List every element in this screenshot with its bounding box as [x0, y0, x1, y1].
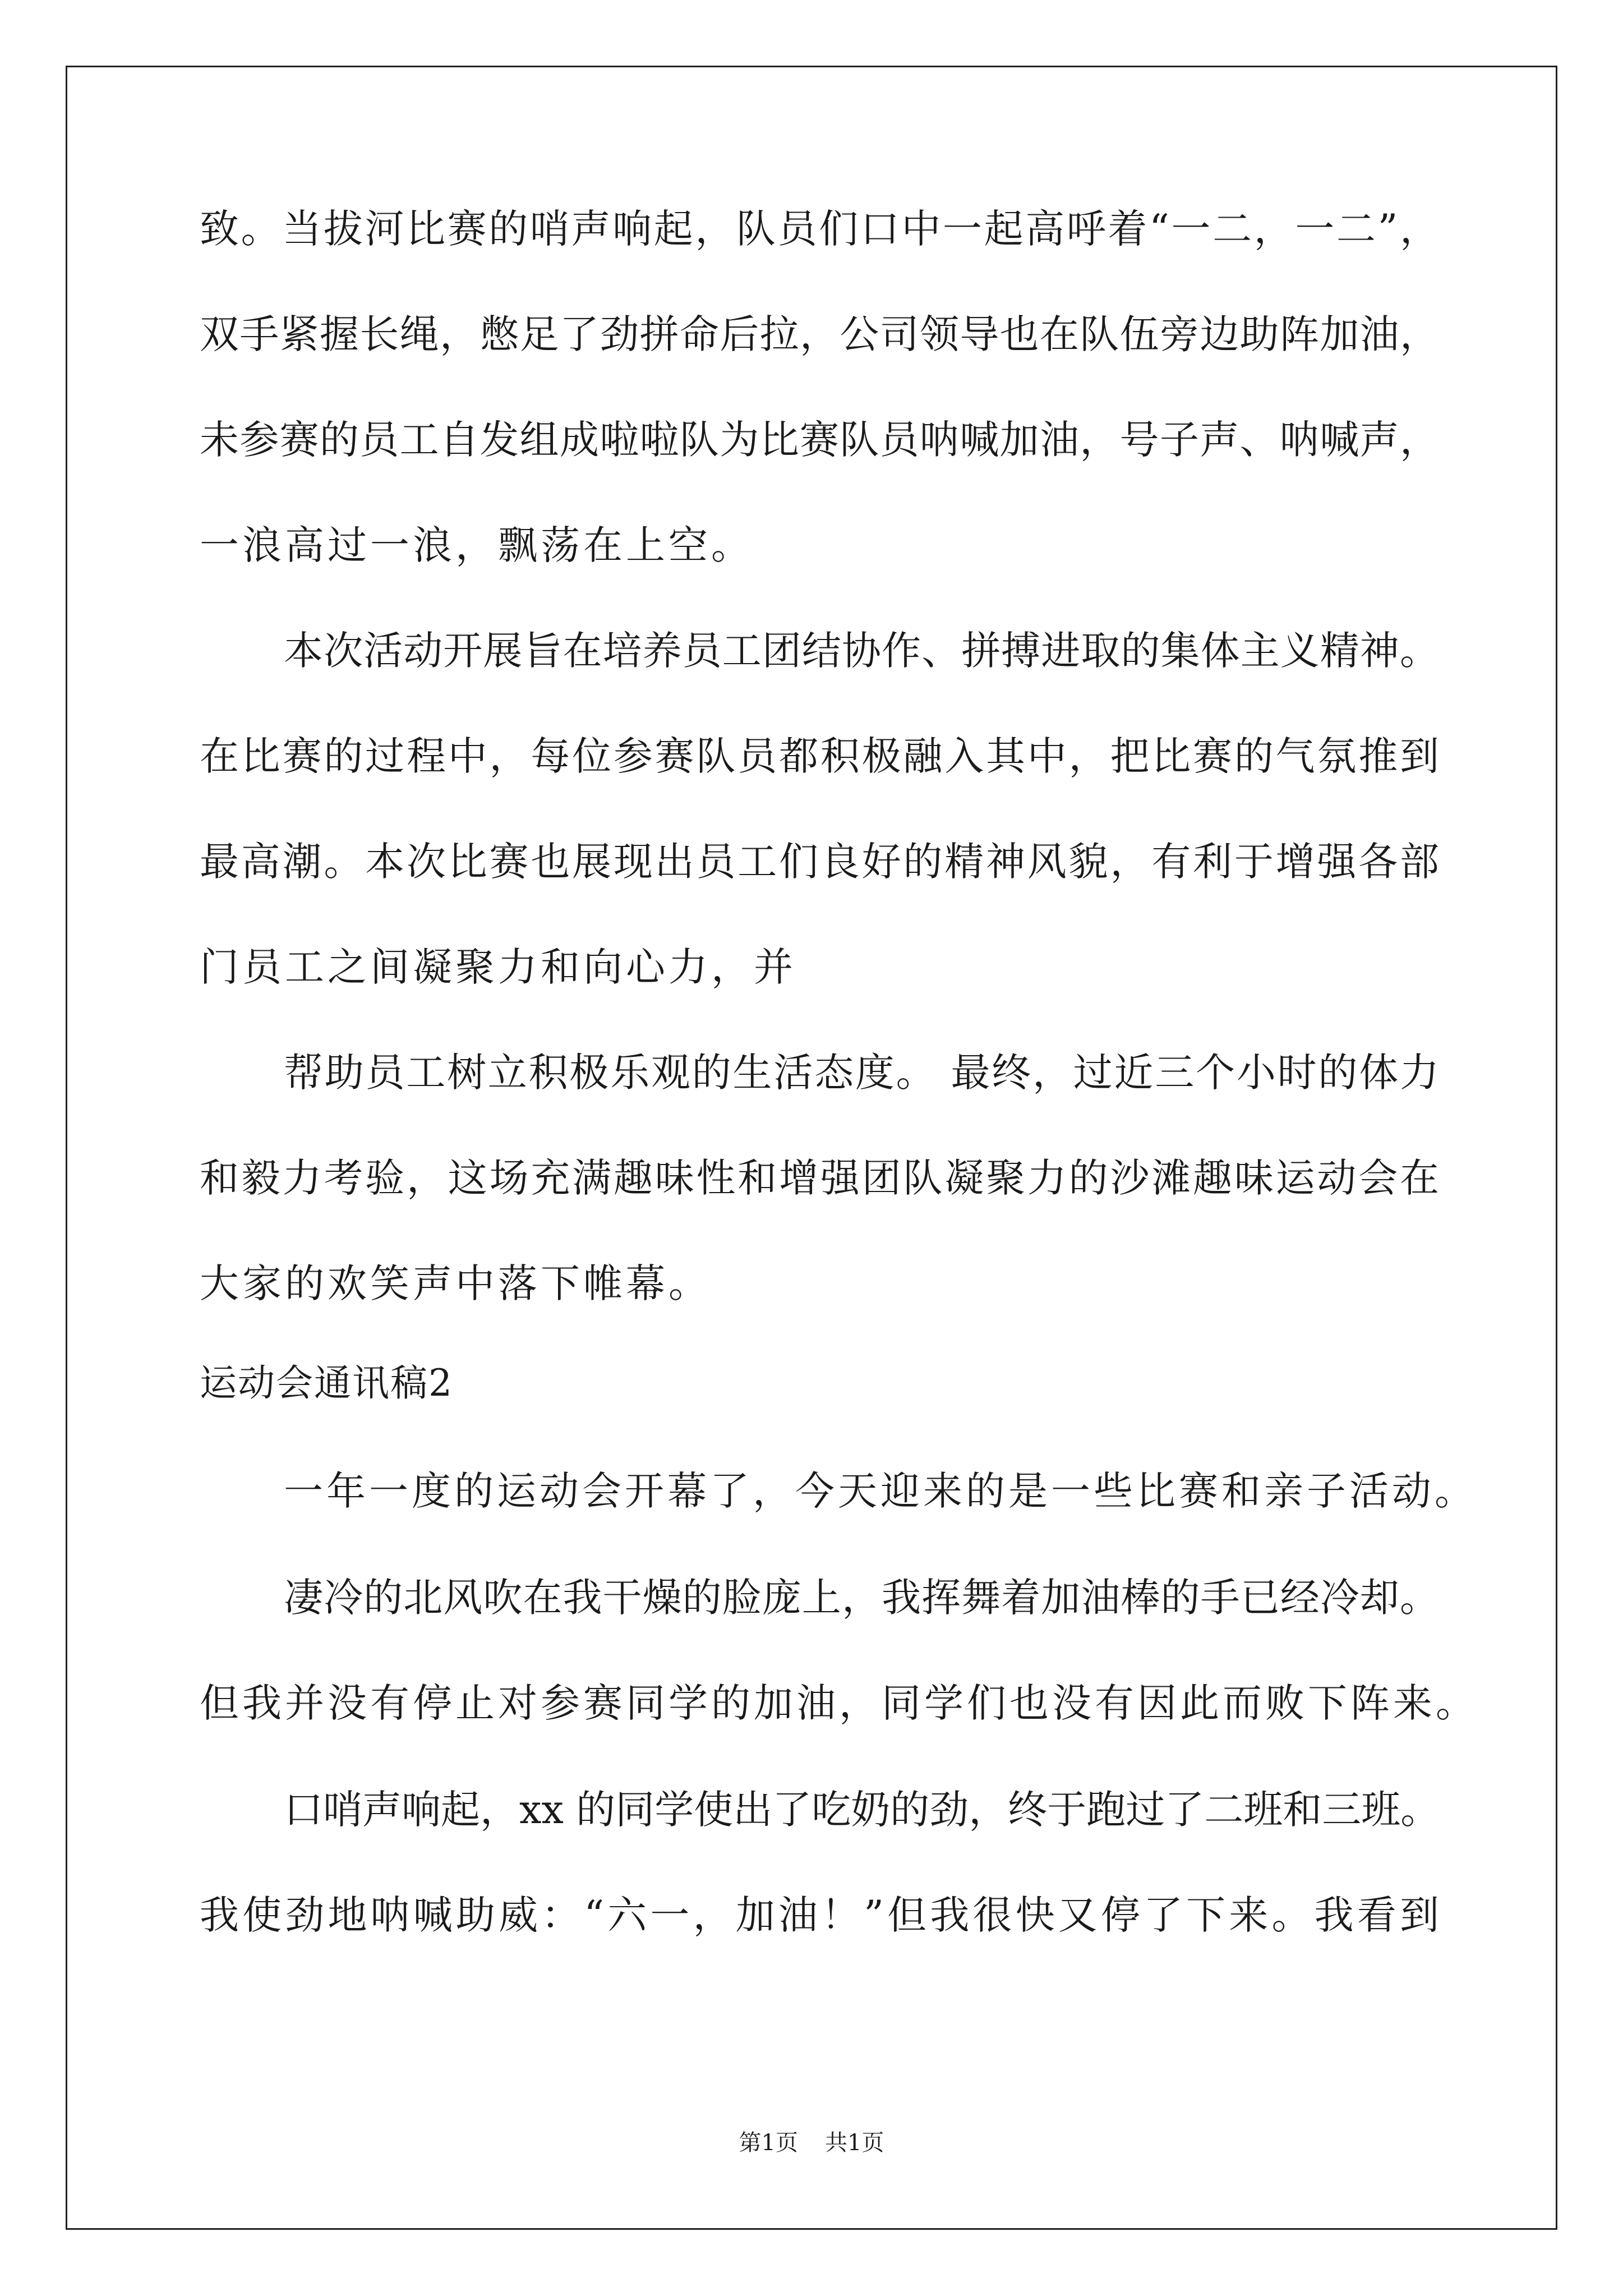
paragraph-line: 和毅力考验，这场充满趣味性和增强团队凝聚力的沙滩趣味运动会在 [200, 1155, 1439, 1201]
paragraph-line: 大家的欢笑声中落下帷幕。 [200, 1260, 711, 1306]
paragraph-line: 致。当拔河比赛的哨声响起，队员们口中一起高呼着“一二，一二”， [200, 206, 1439, 252]
paragraph-line: 最高潮。本次比赛也展现出员工们良好的精神风貌，有利于增强各部 [200, 839, 1439, 885]
paragraph-line: 一浪高过一浪，飘荡在上空。 [200, 522, 754, 568]
paragraph-line: 帮助员工树立积极乐观的生活态度。 最终，过近三个小时的体力 [284, 1050, 1439, 1096]
page-footer [0, 2132, 1623, 2154]
paragraph-line: 在比赛的过程中，每位参赛队员都积极融入其中，把比赛的气氛推到 [200, 733, 1439, 779]
paragraph-line: 本次活动开展旨在培养员工团结协作、拼搏进取的集体主义精神。 [284, 628, 1439, 674]
paragraph-line: 我使劲地呐喊助威：“六一，加油！”但我很快又停了下来。我看到 [200, 1892, 1439, 1938]
page-total: 共1页 [825, 2130, 884, 2156]
page-number: 第1页 [739, 2130, 798, 2156]
paragraph-line: 一年一度的运动会开幕了，今天迎来的是一些比赛和亲子活动。 [284, 1468, 1477, 1514]
paragraph-line: 门员工之间凝聚力和向心力，并 [200, 944, 796, 990]
paragraph-line: 口哨声响起，xx 的同学使出了吃奶的劲，终于跑过了二班和三班。 [284, 1787, 1440, 1833]
paragraph-line: 凄冷的北风吹在我干燥的脸庞上，我挥舞着加油棒的手已经冷却。 [284, 1575, 1439, 1621]
paragraph-line: 双手紧握长绳，憋足了劲拼命后拉，公司领导也在队伍旁边助阵加油， [200, 311, 1439, 357]
paragraph-line: 未参赛的员工自发组成啦啦队为比赛队员呐喊加油，号子声、呐喊声， [200, 417, 1439, 463]
paragraph-line: 但我并没有停止对参赛同学的加油，同学们也没有因此而败下阵来。 [200, 1680, 1478, 1726]
section-heading: 运动会通讯稿2 [200, 1361, 453, 1405]
